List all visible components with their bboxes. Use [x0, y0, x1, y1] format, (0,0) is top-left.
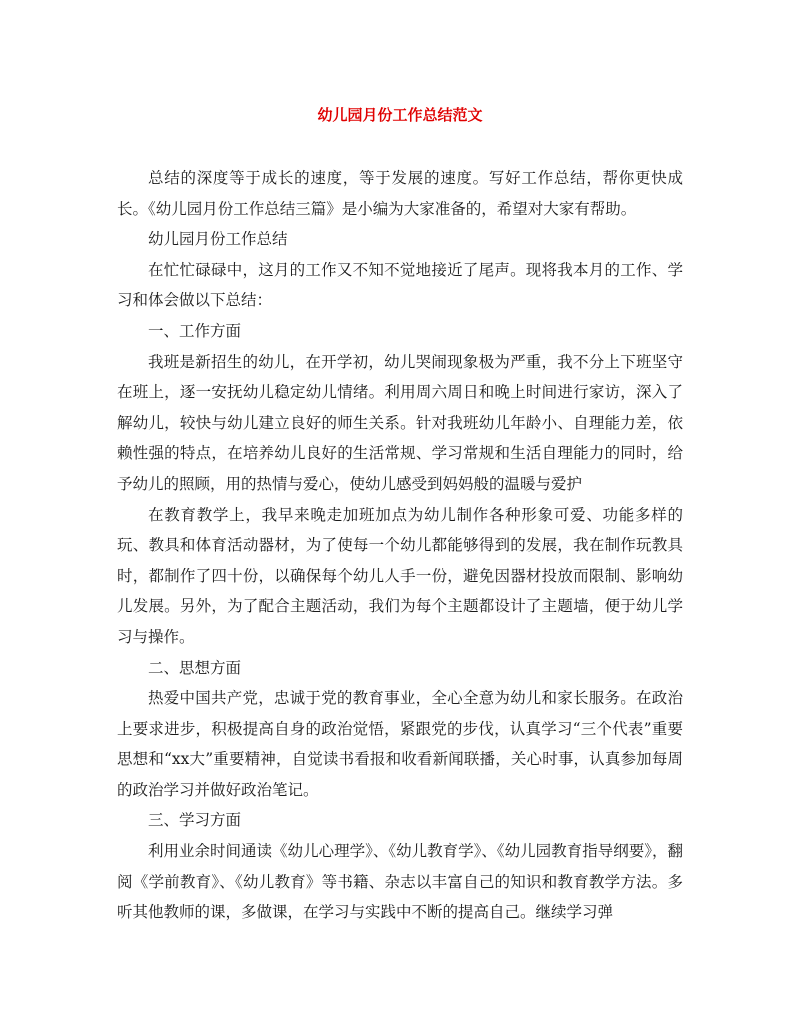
section-heading-work: 一、工作方面 — [148, 321, 242, 340]
document-title: 幼儿园月份工作总结范文 — [317, 106, 483, 124]
section-heading-thought: 二、思想方面 — [148, 658, 242, 677]
opening-paragraph: 在忙忙碌碌中，这月的工作又不知不觉地接近了尾声。现将我本月的工作、学习和体会做以下总结： — [117, 260, 683, 310]
work-paragraph-2: 在教育教学上，我早来晚走加班加点为幼儿制作各种形象可爱、功能多样的玩、教具和体育活动器材，为了使每一个幼儿都能够得到的发展，我在制作玩教具时，都制作了四十份，以确保每个幼儿人手一份，避免因器材投放而限制、影响幼儿发展。另外，为了配合主题活动，我们为每个主题都设计了主题墙，便于幼儿学习与操作。 — [117, 505, 683, 646]
document-body — [117, 163, 683, 928]
section-heading-study: 三、学习方面 — [148, 811, 242, 830]
work-paragraph-1: 我班是新招生的幼儿，在开学初，幼儿哭闹现象极为严重，我不分上下班坚守在班上，逐一安抚幼儿稳定幼儿情绪。利用周六周日和晚上时间进行家访，深入了解幼儿，较快与幼儿建立良好的师生关系。针对我班幼儿年龄小、自理能力差，依赖性强的特点，在培养幼儿良好的生活常规、学习常规和生活自理能力的同时，给予幼儿的照顾，用的热情与爱心，使幼儿感受到妈妈般的温暖与爱护 — [117, 352, 683, 493]
thought-paragraph: 热爱中国共产党，忠诚于党的教育事业，全心全意为幼儿和家长服务。在政治上要求进步，积极提高自身的政治觉悟，紧跟党的步伐，认真学习“三个代表”重要思想和“xx大”重要精神，自觉读书看报和收看新闻联播，关心时事，认真参加每周的政治学习并做好政治笔记。 — [117, 689, 683, 799]
intro-paragraph: 总结的深度等于成长的速度，等于发展的速度。写好工作总结，帮你更快成长。《幼儿园月份工作总结三篇》是小编为大家准备的，希望对大家有帮助。 — [117, 169, 683, 218]
study-paragraph: 利用业余时间通读《幼儿心理学》、《幼儿教育学》、《幼儿园教育指导纲要》，翻阅《学前教育》、《幼儿教育》等书籍、杂志以丰富自己的知识和教育教学方法。多听其他教师的课，多做课，在学习与实践中不断的提高自己。继续学习弹 — [117, 842, 683, 922]
section-heading-main: 幼儿园月份工作总结 — [148, 230, 288, 249]
